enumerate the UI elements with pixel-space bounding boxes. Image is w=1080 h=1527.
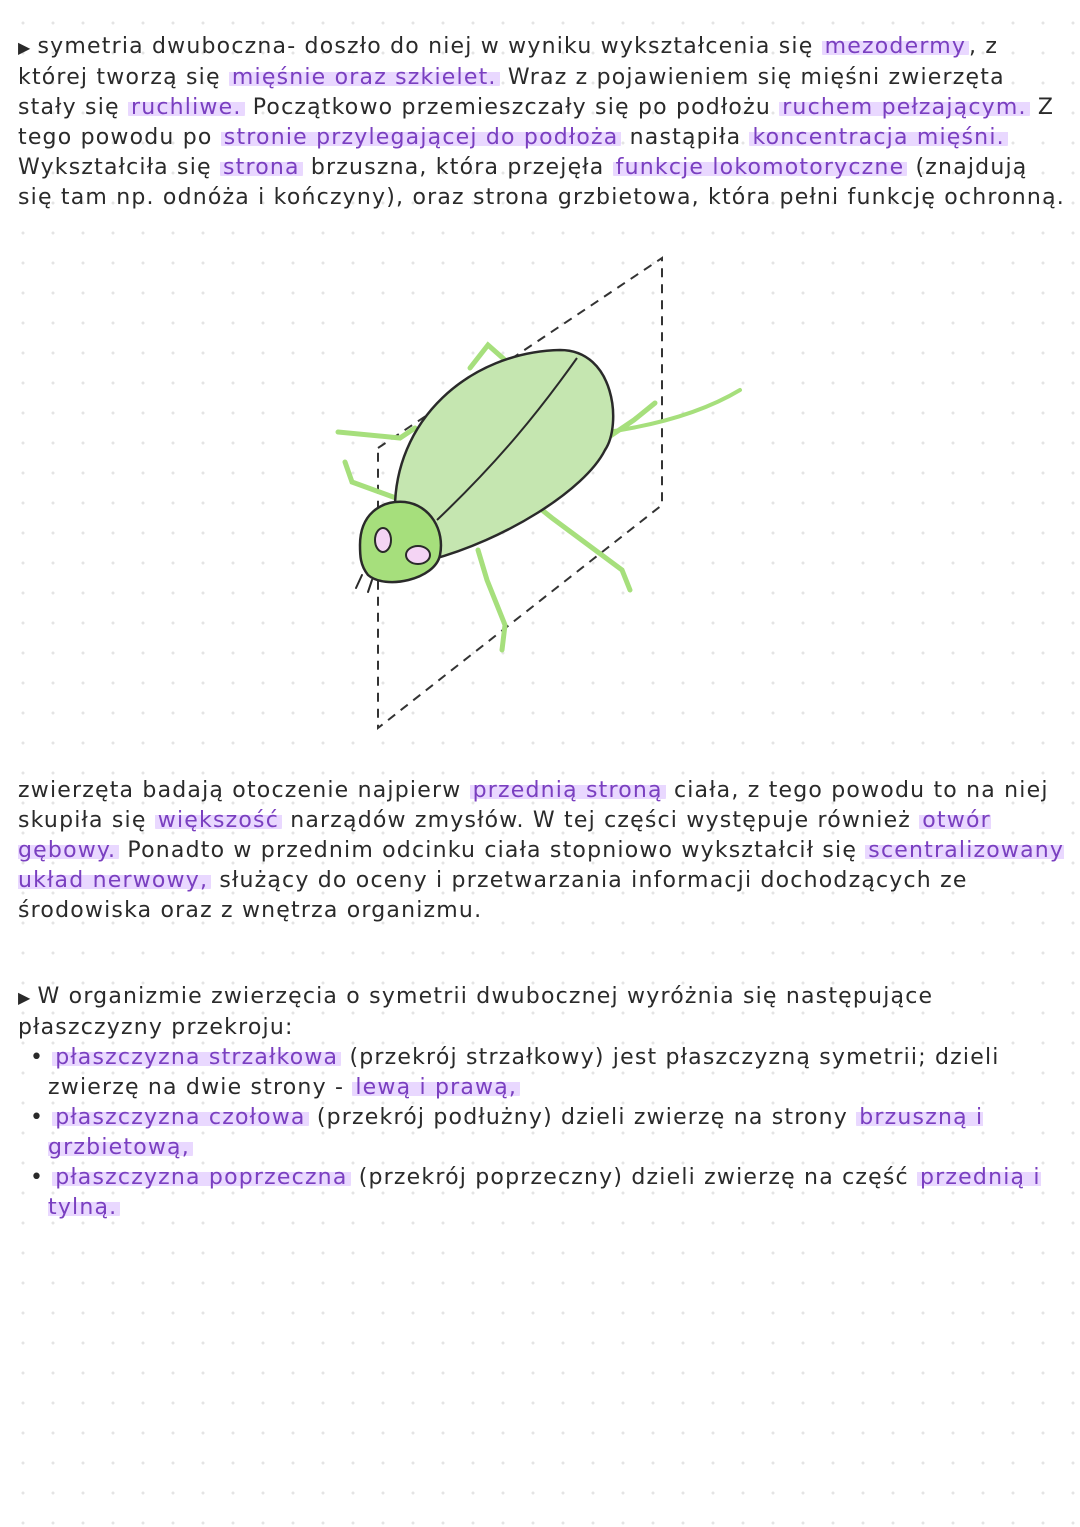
paragraph-bilateral-symmetry: ▶ symetria dwuboczna- doszło do niej w wyniku wykształcenia się mezodermy , z której tworzą się mięśnie oraz szkielet. Wraz z pojawieniem się mięśni zwierzęta stały się ruchliwe. Początkowo przemieszczały się po podłożu ruchem pełzającym. Z tego powodu po stronie przylegającej do podłoża nastąpiła koncentracja mięśni. Wykształciła się strona brzuszna, która przejęła funkcje lokomotoryczne (znajdują się tam np. odnóża i kończyny), oraz strona grzbietowa, która pełni funkcję ochronną. <box>18 34 1065 210</box>
beetle-leg <box>338 428 415 438</box>
beetle-leg <box>532 502 630 590</box>
section-section-planes <box>18 982 1070 1223</box>
beetle-eye <box>406 546 430 564</box>
triangle-bullet-icon: ▶ <box>18 38 32 57</box>
list-item-frontal-plane: • płaszczyzna czołowa (przekrój podłużny) dzieli zwierzę na strony brzuszną i grzbietową, <box>18 1103 1070 1163</box>
beetle-leg <box>478 550 505 650</box>
beetle-symmetry-illustration <box>300 250 760 740</box>
beetle-eye <box>375 528 391 552</box>
paragraph-front-of-body: zwierzęta badają otoczenie najpierw przednią stroną ciała, z tego powodu to na niej skupiła się większość narządów zmysłów. W tej części występuje również otwór gębowy. Ponadto w przednim odcinku ciała stopniowo wykształcił się scentralizowany układ nerwowy, służący do oceny i przetwarzania informacji dochodzących ze środowiska oraz z wnętrza organizmu. <box>18 778 1065 923</box>
list-item-transverse-plane: • płaszczyzna poprzeczna (przekrój poprzeczny) dzieli zwierzę na część przednią i tylną. <box>18 1163 1070 1223</box>
beetle-head <box>360 502 441 582</box>
planes-intro: ▶ W organizmie zwierzęcia o symetrii dwubocznej wyróżnia się następujące płaszczyzny przekroju: <box>18 984 934 1040</box>
triangle-bullet-icon: ▶ <box>18 988 32 1007</box>
list-item-sagittal-plane: • płaszczyzna strzałkowa (przekrój strzałkowy) jest płaszczyzną symetrii; dzieli zwierzę na dwie strony - lewą i prawą, <box>18 1043 1070 1103</box>
